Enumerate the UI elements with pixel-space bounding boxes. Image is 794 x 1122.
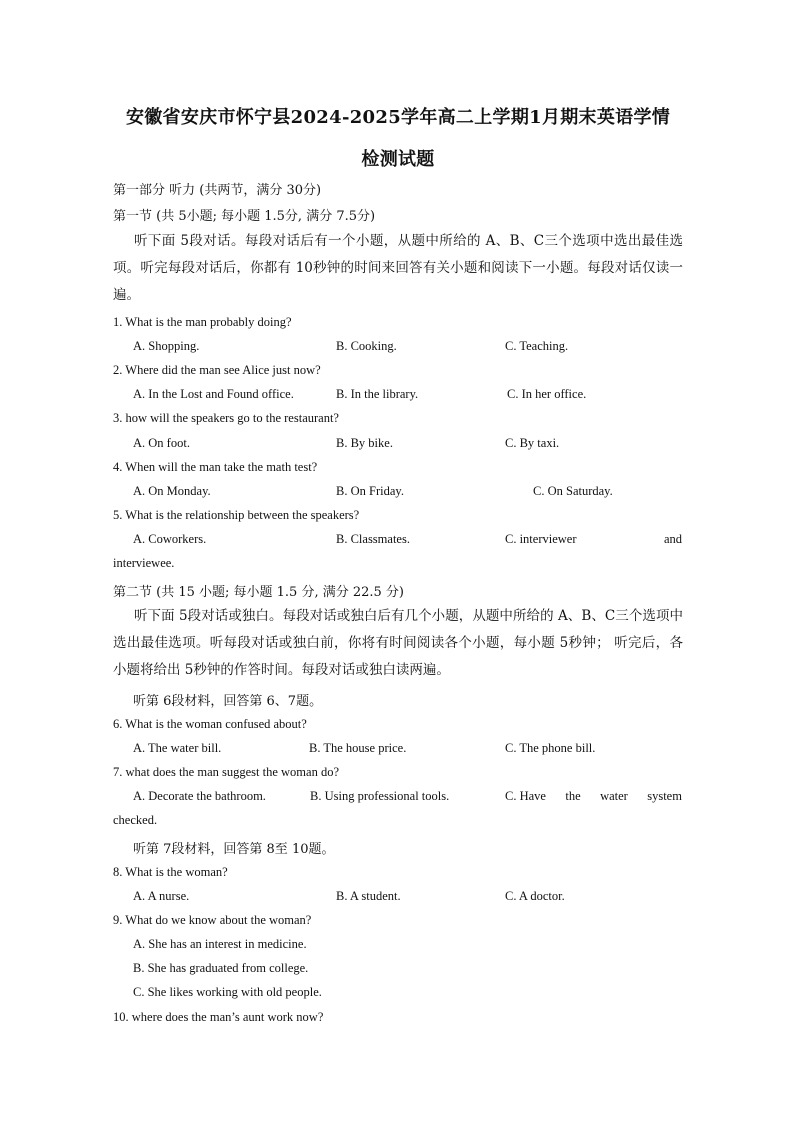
q1-option-a: A. Shopping. <box>133 339 200 353</box>
q7-option-c <box>505 789 682 804</box>
part1-heading: 第一部分 听力 (共两节，满分 30分) <box>113 183 322 198</box>
question-1: 1. What is the man probably doing? <box>113 315 292 329</box>
q6-option-b: B. The house price. <box>309 741 407 755</box>
q5-option-c <box>505 532 682 547</box>
q4-option-a: A. On Monday. <box>133 484 211 498</box>
q3-option-c: C. By taxi. <box>505 436 560 450</box>
question-8: 8. What is the woman? <box>113 865 228 879</box>
section1-heading: 第一节 (共 5小题; 每小题 1.5分, 满分 7.5分) <box>113 209 376 224</box>
q8-option-c: C. A doctor. <box>505 889 565 903</box>
question-4: 4. When will the man take the math test? <box>113 460 318 474</box>
material-7-note: 听第 7段材料，回答第 8至 10题。 <box>133 842 335 857</box>
question-3: 3. how will the speakers go to the restaurant? <box>113 411 339 425</box>
question-7: 7. what does the man suggest the woman do? <box>113 765 339 779</box>
q6-option-c: C. The phone bill. <box>505 741 596 755</box>
question-6: 6. What is the woman confused about? <box>113 717 307 731</box>
q1-option-b: B. Cooking. <box>336 339 397 353</box>
q5-option-c-continued: interviewee. <box>113 556 175 570</box>
q9-option-a: A. She has an interest in medicine. <box>133 937 307 951</box>
material-6-note: 听第 6段材料，回答第 6、7题。 <box>133 694 323 709</box>
q7-option-c-part1: C. Have <box>505 789 546 803</box>
q2-option-b: B. In the library. <box>336 387 419 401</box>
q1-option-c: C. Teaching. <box>505 339 569 353</box>
question-5: 5. What is the relationship between the speakers? <box>113 508 360 522</box>
doc-title-line1: 安徽省安庆市怀宁县2024-2025学年高二上学期1月期末英语学情 <box>125 107 671 128</box>
section2-instructions: 听下面 5段对话或独白。每段对话或独白后有几个小题，从题中所给的 A、B、C三个选项中选出最佳选项。听每段对话或独白前，你将有时间阅读各个小题，每小题 5秒钟； 听完后，各小题将给出 5秒钟的作答时间。每段对话或独白读两遍。 <box>113 608 683 678</box>
q7-option-c-continued: checked. <box>113 813 158 827</box>
q2-option-a: A. In the Lost and Found office. <box>133 387 294 401</box>
q7-option-c-part4: system <box>647 789 682 803</box>
doc-title-line2: 检测试题 <box>361 149 435 170</box>
q6-option-a: A. The water bill. <box>133 741 222 755</box>
q5-option-a: A. Coworkers. <box>133 532 207 546</box>
q3-option-b: B. By bike. <box>336 436 393 450</box>
question-9: 9. What do we know about the woman? <box>113 913 312 927</box>
q5-option-b: B. Classmates. <box>336 532 410 546</box>
q4-option-c: C. On Saturday. <box>533 484 613 498</box>
q7-option-a: A. Decorate the bathroom. <box>133 789 266 803</box>
q5-option-c-part2: and <box>663 532 682 546</box>
q7-option-c-part2: the <box>565 789 581 803</box>
question-10: 10. where does the man’s aunt work now? <box>113 1010 324 1024</box>
section1-instructions: 听下面 5段对话。每段对话后有一个小题，从题中所给的 A、B、C三个选项中选出最佳选项。听完每段对话后，你都有 10秒钟的时间来回答有关小题和阅读下一小题。每段对话仅读一遍。 <box>113 233 683 303</box>
question-2: 2. Where did the man see Alice just now? <box>113 363 321 377</box>
q9-option-c: C. She likes working with old people. <box>133 985 322 999</box>
q4-option-b: B. On Friday. <box>336 484 404 498</box>
q2-option-c: C. In her office. <box>507 387 587 401</box>
q7-option-b: B. Using professional tools. <box>310 789 450 803</box>
q8-option-a: A. A nurse. <box>133 889 190 903</box>
q3-option-a: A. On foot. <box>133 436 190 450</box>
q7-option-c-part3: water <box>600 789 628 803</box>
q9-option-b: B. She has graduated from college. <box>133 961 309 975</box>
q8-option-b: B. A student. <box>336 889 401 903</box>
q5-option-c-part1: C. interviewer <box>505 532 577 546</box>
section2-heading: 第二节 (共 15 小题; 每小题 1.5 分, 满分 22.5 分) <box>113 585 405 600</box>
